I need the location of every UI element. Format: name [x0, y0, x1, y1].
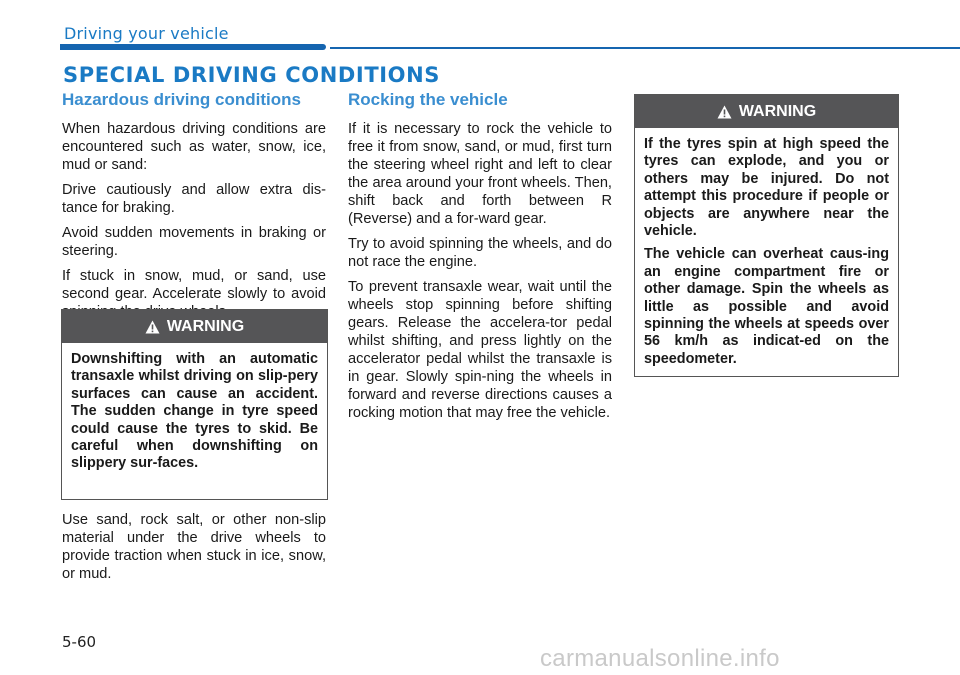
page-number: 5-60	[62, 633, 97, 651]
traction-paragraph-block	[62, 511, 326, 583]
hazardous-heading: Hazardous driving conditions	[62, 90, 301, 109]
hazardous-paragraph: If stuck in snow, mud, or sand, use second gear. Accelerate slowly to avoid	[62, 268, 326, 302]
hazardous-paragraph: When hazardous driving conditions are encountered such as water, snow, ice, mud or sand:	[62, 121, 326, 173]
warning-header	[62, 310, 327, 343]
warning-title: WARNING	[738, 102, 817, 120]
header-accent-bar	[60, 44, 326, 50]
hazardous-column	[62, 90, 326, 328]
rocking-paragraph: If it is necessary to rock the vehicle to free it from snow, sand, or mud, first turn the steering wheel right and left to clear the area around your front wheels. Then, shift back and forth between R (Reverse) and a for-ward gear.	[348, 121, 612, 227]
rocking-heading: Rocking the vehicle	[348, 90, 508, 109]
warning-text: Downshifting with an automatic transaxle whilst driving on slip-pery surfaces can cause an accident. The sudden change in tyre speed could cause the tyres to skid. Be careful when downshifting on slippery sur-faces.	[71, 351, 318, 472]
rocking-paragraph: To prevent transaxle wear, wait until the wheels stop spinning before shifting gears. Release the accelera-tor pedal whilst shifting, and press lightly on the accelerator pedal whilst the transaxle is in gear. Slowly spin-ning the wheels in forward and reverse directions causes a rocking motion that may free the vehicle.	[348, 279, 612, 421]
hazardous-paragraph: Avoid sudden movements in braking or steering.	[62, 225, 326, 259]
warning-triangle-icon	[145, 320, 160, 334]
header-rule	[330, 47, 960, 49]
traction-paragraph: Use sand, rock salt, or other non-slip material under the drive wheels to provide traction when stuck in ice, snow, or mud.	[62, 512, 326, 582]
warning-header	[635, 95, 898, 128]
warning-title: WARNING	[166, 317, 245, 335]
watermark: carmanualsonline.info	[540, 645, 780, 672]
chapter-label: Driving your vehicle	[64, 24, 229, 43]
warning-text: The vehicle can overheat caus-ing an engine compartment fire or other damage. Spin the wheels as little as possible and avoid spinning the wheels at speeds over 56 km/h as indicat-ed on the speedometer.	[644, 246, 889, 367]
rocking-column	[348, 90, 612, 429]
warning-text: If the tyres spin at high speed the tyres can explode, and you or others may be injured. Do not attempt this procedure if people or objects are anywhere near the vehicle.	[644, 136, 889, 240]
warning-box-downshifting	[61, 309, 328, 500]
warning-box-tyre-spin	[634, 94, 899, 377]
warning-triangle-icon	[717, 105, 732, 119]
rocking-paragraph: Try to avoid spinning the wheels, and do not race the engine.	[348, 236, 612, 270]
hazardous-paragraph: Drive cautiously and allow extra dis-tance for braking.	[62, 182, 326, 216]
section-title: SPECIAL DRIVING CONDITIONS	[63, 63, 441, 87]
